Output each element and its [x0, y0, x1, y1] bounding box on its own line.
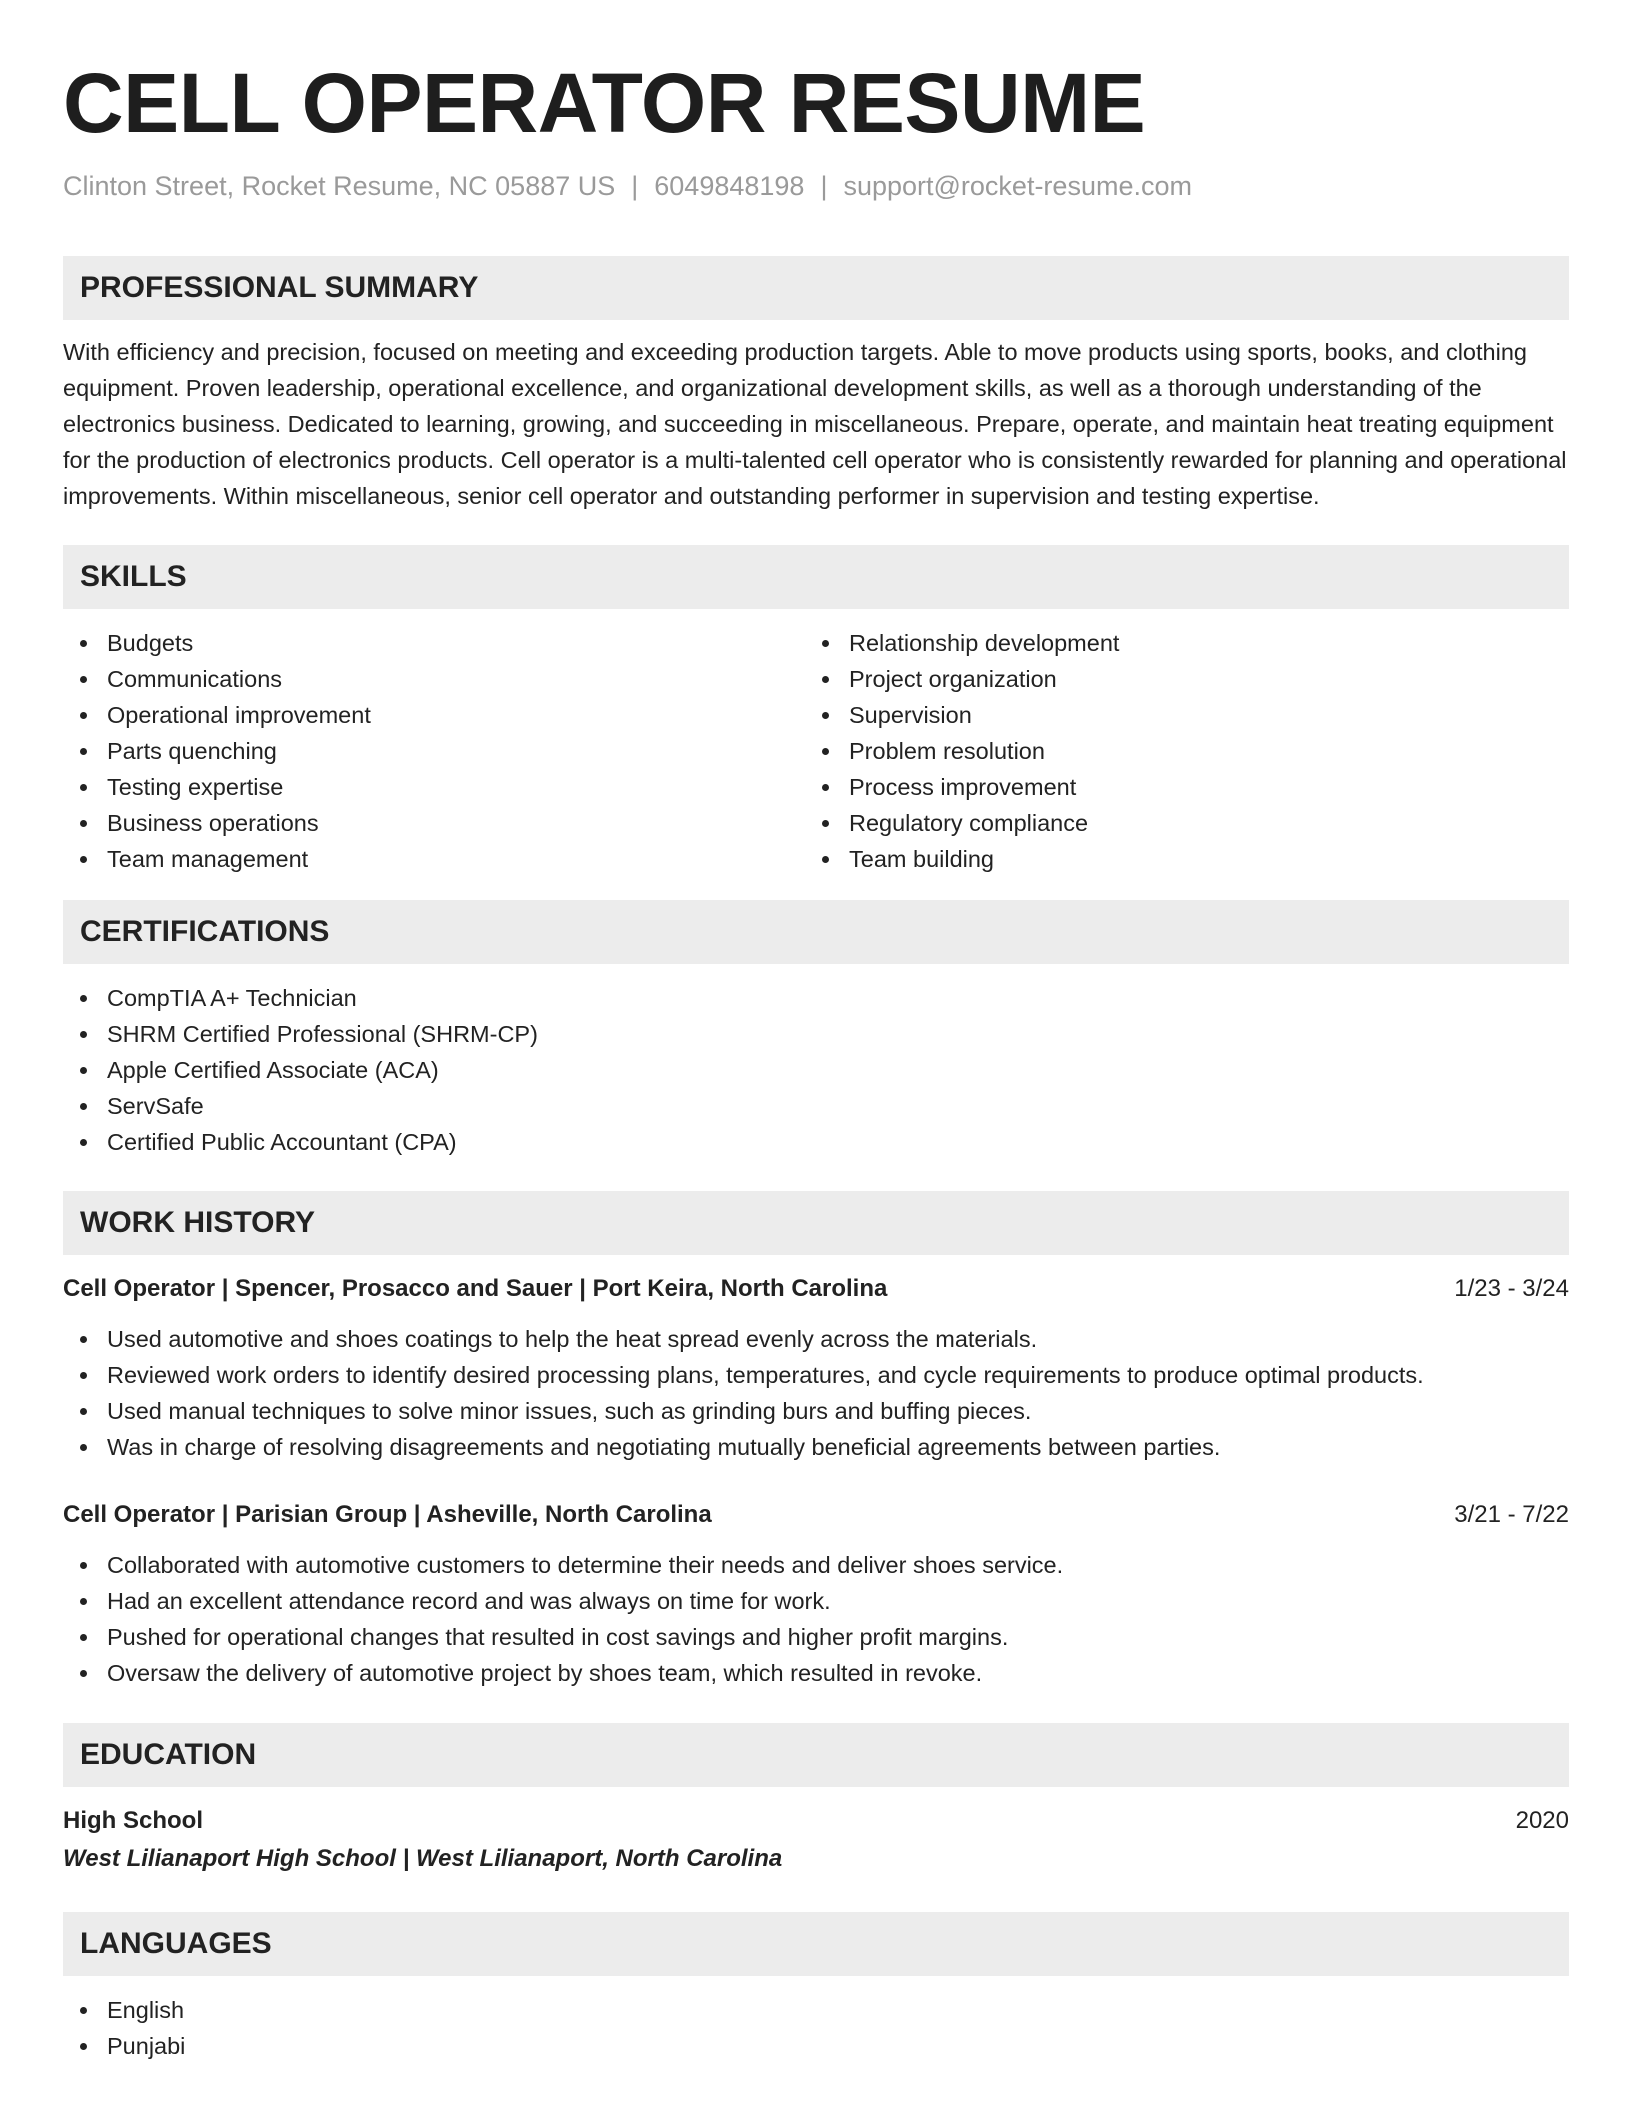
- education-degree: High School: [63, 1807, 203, 1834]
- skill-item: Operational improvement: [63, 697, 805, 733]
- section-header-languages: LANGUAGES: [63, 1912, 1569, 1976]
- job-header: [63, 1271, 1569, 1307]
- job-bullet: Had an excellent attendance record and was always on time for work.: [63, 1583, 1569, 1619]
- job-bullets: [63, 1547, 1569, 1691]
- skill-item: Budgets: [63, 625, 805, 661]
- skill-item: Team management: [63, 841, 805, 877]
- skills-grid: [63, 625, 1569, 877]
- job-title: Cell Operator | Spencer, Prosacco and Sauer | Port Keira, North Carolina: [63, 1275, 888, 1302]
- skill-item: Supervision: [805, 697, 1547, 733]
- contact-address: Clinton Street, Rocket Resume, NC 05887 US: [63, 171, 616, 201]
- languages-list: [63, 1992, 1569, 2064]
- section-header-skills: SKILLS: [63, 545, 1569, 609]
- contact-email: support@rocket-resume.com: [843, 171, 1192, 201]
- certifications-list: [63, 980, 1569, 1160]
- job-bullet: Reviewed work orders to identify desired processing plans, temperatures, and cycle requirements to produce optimal products.: [63, 1357, 1569, 1393]
- job-bullet: Used manual techniques to solve minor issues, such as grinding burs and buffing pieces.: [63, 1393, 1569, 1429]
- job-bullets: [63, 1321, 1569, 1465]
- section-header-work-history: WORK HISTORY: [63, 1191, 1569, 1255]
- section-header-certifications: CERTIFICATIONS: [63, 900, 1569, 964]
- contact-line: [63, 168, 1569, 204]
- job-bullet: Oversaw the delivery of automotive project by shoes team, which resulted in revoke.: [63, 1655, 1569, 1691]
- job-header: [63, 1497, 1569, 1533]
- job-bullet: Pushed for operational changes that resulted in cost savings and higher profit margins.: [63, 1619, 1569, 1655]
- section-header-education: EDUCATION: [63, 1723, 1569, 1787]
- certification-item: CompTIA A+ Technician: [63, 980, 1569, 1016]
- certification-item: SHRM Certified Professional (SHRM-CP): [63, 1016, 1569, 1052]
- skills-column-left: [63, 625, 805, 877]
- job-bullet: Used automotive and shoes coatings to help the heat spread evenly across the materials.: [63, 1321, 1569, 1357]
- skill-item: Process improvement: [805, 769, 1547, 805]
- certification-item: Apple Certified Associate (ACA): [63, 1052, 1569, 1088]
- job-bullet: Was in charge of resolving disagreements and negotiating mutually beneficial agreements between parties.: [63, 1429, 1569, 1465]
- language-item: Punjabi: [63, 2028, 1569, 2064]
- certification-item: ServSafe: [63, 1088, 1569, 1124]
- contact-separator: |: [631, 171, 639, 201]
- resume-title: CELL OPERATOR RESUME: [63, 56, 1146, 150]
- skill-item: Regulatory compliance: [805, 805, 1547, 841]
- skill-item: Parts quenching: [63, 733, 805, 769]
- language-item: English: [63, 1992, 1569, 2028]
- skills-column-right: [805, 625, 1547, 877]
- job-dates: 3/21 - 7/22: [1454, 1501, 1569, 1528]
- skill-item: Project organization: [805, 661, 1547, 697]
- summary-text: With efficiency and precision, focused on meeting and exceeding production targets. Able to move products using sports, books, and clothing equipment. Proven leadership, operational excellence, and organizational development skills, as well as a thorough understanding of the electronics business. Dedicated to learning, growing, and succeeding in miscellaneous. Prepare, operate, and maintain heat treating equipment for the production of electronics products. Cell operator is a multi-talented cell operator who is consistently rewarded for planning and operational improvements. Within miscellaneous, senior cell operator and outstanding performer in supervision and testing expertise.: [63, 339, 1567, 509]
- skill-item: Relationship development: [805, 625, 1547, 661]
- job-bullet: Collaborated with automotive customers to determine their needs and deliver shoes service.: [63, 1547, 1569, 1583]
- job-dates: 1/23 - 3/24: [1454, 1275, 1569, 1302]
- job-title: Cell Operator | Parisian Group | Asheville, North Carolina: [63, 1501, 712, 1528]
- education-year: 2020: [1515, 1807, 1569, 1834]
- skill-item: Communications: [63, 661, 805, 697]
- certification-item: Certified Public Accountant (CPA): [63, 1124, 1569, 1160]
- skill-item: Business operations: [63, 805, 805, 841]
- skill-item: Testing expertise: [63, 769, 805, 805]
- skill-item: Problem resolution: [805, 733, 1547, 769]
- skill-item: Team building: [805, 841, 1547, 877]
- section-header-summary: PROFESSIONAL SUMMARY: [63, 256, 1569, 320]
- contact-phone: 6049848198: [654, 171, 805, 201]
- education-school: West Lilianaport High School | West Lilianaport, North Carolina: [63, 1845, 783, 1872]
- contact-separator: |: [820, 171, 828, 201]
- education-header: [63, 1803, 1569, 1839]
